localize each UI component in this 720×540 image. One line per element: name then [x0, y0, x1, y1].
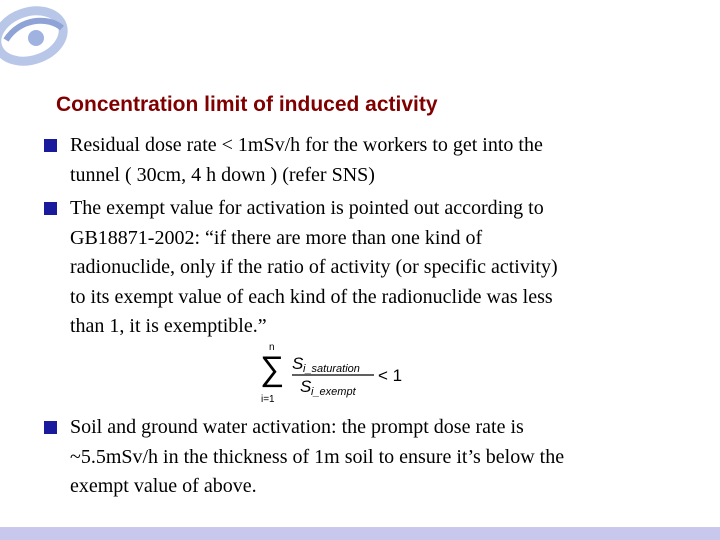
bullet-item-soil-activation — [44, 413, 684, 502]
bullet-line: to its exempt value of each kind of the radionuclide was less — [70, 285, 553, 308]
footer-bar — [0, 527, 720, 540]
bullet-text — [70, 413, 684, 502]
bullet-line: radionuclide, only if the ratio of activity (or specific activity) — [70, 256, 558, 278]
bullet-line: GB18871-2002: “if there are more than one kind of — [70, 226, 483, 249]
exemption-formula — [258, 340, 418, 404]
bullet-line: exempt value of above. — [70, 475, 257, 497]
denominator-symbol: S — [300, 377, 312, 396]
square-bullet-icon — [44, 202, 57, 215]
bullet-item-exempt-value — [44, 194, 684, 342]
summation-symbol: ∑ — [260, 350, 285, 388]
formula-relation: < 1 — [378, 366, 403, 385]
square-bullet-icon — [44, 139, 57, 152]
institute-logo — [0, 0, 80, 70]
bullet-line: Residual dose rate < 1mSv/h for the workers to get into the — [70, 134, 543, 156]
slide-title: Concentration limit of induced activity — [56, 93, 438, 116]
square-bullet-icon — [44, 421, 57, 434]
bullet-line: The exempt value for activation is pointed out according to — [70, 197, 544, 219]
bullet-line: than 1, it is exemptible.” — [70, 315, 267, 337]
numerator-subscript: i_saturation — [303, 363, 360, 375]
bullet-line: ~5.5mSv/h in the thickness of 1m soil to ensure it’s below the — [70, 445, 565, 468]
sum-upper-limit: n — [269, 342, 275, 353]
numerator-symbol: S — [292, 354, 304, 373]
bullet-text — [70, 131, 684, 190]
denominator-subscript: i_exempt — [311, 386, 356, 398]
sum-lower-limit: i=1 — [261, 394, 275, 404]
bullet-line: Soil and ground water activation: the prompt dose rate is — [70, 416, 524, 438]
bullet-line: tunnel ( 30cm, 4 h down ) (refer SNS) — [70, 163, 375, 186]
bullet-text — [70, 194, 684, 342]
bullet-item-residual-dose — [44, 131, 684, 190]
